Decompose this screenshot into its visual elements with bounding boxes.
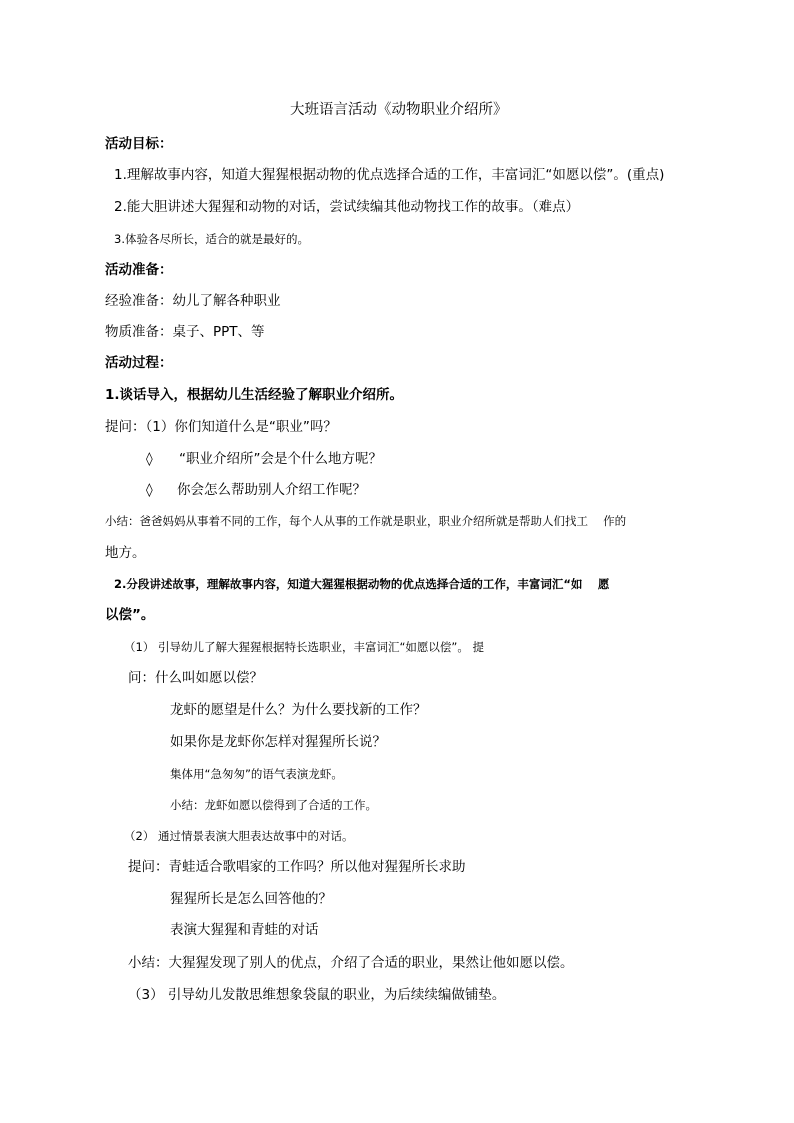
- step2-heading: 以偿”。: [105, 607, 155, 623]
- step2-activity: 集体用“急匆匆”的语气表演龙虾。: [170, 767, 343, 781]
- page-title: 大班语言活动《动物职业介绍所》: [290, 102, 508, 118]
- step2-heading: 2.分段讲述故事，理解故事内容，知道大猩猩根据动物的优点选择合适的工作，丰富词汇“如 愿: [114, 577, 610, 591]
- step2-question: 表演大猩猩和青蛙的对话: [170, 922, 319, 938]
- step1-question: “职业介绍所”会是个什么地方呢？: [179, 451, 382, 467]
- goal-item: 2.能大胆讲述大猩猩和动物的对话，尝试续编其他动物找工作的故事。（难点）: [114, 199, 580, 215]
- step2-part1: 问：什么叫如愿以偿？: [128, 670, 263, 686]
- step2-part3: （3） 引导幼儿发散思维想象袋鼠的职业，为后续续编做铺垫。: [128, 987, 506, 1003]
- step2-question: 猩猩所长是怎么回答他的？: [170, 891, 332, 907]
- goals-heading: 活动目标：: [105, 136, 173, 152]
- process-heading: 活动过程：: [105, 355, 173, 371]
- prep-item: 物质准备：桌子、PPT、等: [105, 324, 265, 340]
- step1-summary: 地方。: [105, 545, 146, 561]
- step2-summary: 小结：龙虾如愿以偿得到了合适的工作。: [170, 798, 377, 812]
- step2-question: 如果你是龙虾你怎样对猩猩所长说？: [170, 734, 386, 750]
- step2-part2: （2） 通过情景表演大胆表达故事中的对话。: [124, 829, 354, 843]
- step2-question: 提问：青蛙适合歌唱家的工作吗？所以他对猩猩所长求助: [128, 859, 466, 875]
- bullet-icon: ◊: [146, 482, 153, 498]
- prep-item: 经验准备：幼儿了解各种职业: [105, 293, 281, 309]
- step1-summary: 小结：爸爸妈妈从事着不同的工作，每个人从事的工作就是职业，职业介绍所就是帮助人们找工 作的: [105, 514, 627, 528]
- step1-heading: 1.谈话导入，根据幼儿生活经验了解职业介绍所。: [105, 387, 404, 403]
- goal-item: 1.理解故事内容，知道大猩猩根据动物的优点选择合适的工作，丰富词汇“如愿以偿”。(重点): [114, 167, 665, 183]
- step2-part1: （1） 引导幼儿了解大猩猩根据特长选职业，丰富词汇“如愿以偿”。 提: [124, 640, 485, 654]
- step2-question: 龙虾的愿望是什么？为什么要找新的工作？: [170, 702, 427, 718]
- goal-item: 3.体验各尽所长，适合的就是最好的。: [114, 232, 309, 246]
- prep-heading: 活动准备：: [105, 262, 173, 278]
- step1-question: 提问：（1）你们知道什么是“职业”吗？: [105, 419, 337, 435]
- step1-question: 你会怎么帮助别人介绍工作呢？: [177, 482, 366, 498]
- bullet-icon: ◊: [146, 451, 153, 467]
- step2-summary: 小结：大猩猩发现了别人的优点，介绍了合适的职业，果然让他如愿以偿。: [128, 955, 574, 971]
